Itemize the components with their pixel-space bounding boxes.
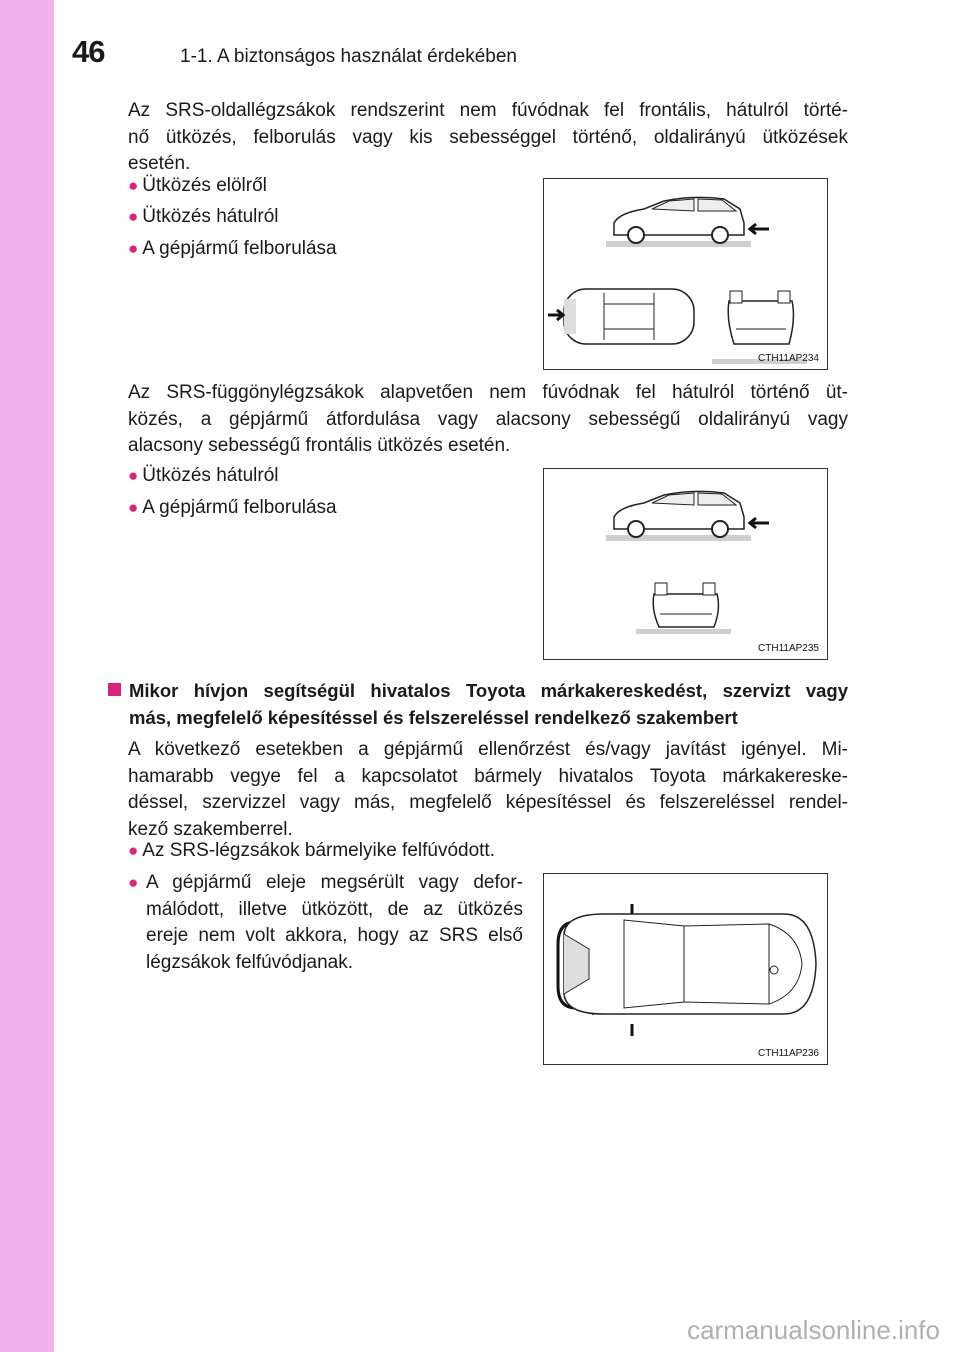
section-title: 1-1. A biztonságos használat érdekében [180,46,517,67]
text-line: déssel, szervizzel vagy más, megfelelő képesítéssel és felszereléssel rendel- [128,792,848,813]
heading-line-1 [108,678,848,705]
list-item-label: Az SRS-légzsákok bármelyike felfúvódott. [142,840,495,861]
text-line: esetén. [128,153,191,174]
figure-code: CTH11AP236 [758,1048,819,1059]
list-item-label: Ütközés hátulról [142,465,279,486]
sidebar-tab [0,0,54,1352]
watermark: carmanualsonline.info [687,1315,940,1345]
bullet-dot-icon: ● [128,498,139,517]
list-item [128,870,523,976]
list-item-body [128,870,523,976]
bullet-dot-icon: ● [128,176,139,195]
list-item [128,463,279,490]
text-line: hamarabb vegye fel a kapcsolatot bármely hivatalos Toyota márkakereske- [128,765,848,787]
list-item [128,173,267,200]
bullet-dot-icon: ● [128,841,139,860]
service-body [128,737,848,843]
list-item [128,838,495,865]
side-airbag-intro [128,98,848,178]
list-item [128,495,337,522]
text-line: közés, a gépjármű átfordulása vagy alacsony sebességű oldalirányú vagy [128,408,848,430]
text-line: A gépjármű eleje megsérült vagy defor- [146,872,523,893]
text-line: Az SRS-oldallégzsákok rendszerint nem fúvódnak fel frontális, hátulról törté- [128,100,848,121]
text-line: A következő esetekben a gépjármű ellenőrzést és/vagy javítást igényel. Mi- [128,739,848,760]
list-item-label: A gépjármű felborulása [142,497,337,518]
figure-code: CTH11AP234 [758,353,819,364]
list-item [128,204,279,231]
figure-front-damage [543,873,828,1065]
service-heading [108,678,848,731]
car-collision-illustration [544,469,827,659]
text-line: kező szakemberrel. [128,818,293,840]
curtain-airbag-intro [128,380,848,460]
text-line: nő ütközés, felborulás vagy kis sebességgel történő, oldalirányú ütközések [128,126,848,148]
section-square-icon [108,683,121,696]
bullet-dot-icon: ● [128,466,139,485]
bullet-dot-icon: ● [128,239,139,258]
heading-text: más, megfelelő képesítéssel és felszereléssel rendelkező szakembert [129,706,738,728]
car-top-view-illustration [544,874,827,1064]
text-line: légzsákok felfúvódjanak. [146,951,354,973]
bullet-dot-icon: ● [128,207,139,226]
car-collision-illustration [544,179,827,369]
list-item-label: A gépjármű felborulása [142,238,337,259]
figure-side-airbag-collisions [543,178,828,370]
list-item-label: Ütközés elölről [142,175,267,196]
list-item-label: Ütközés hátulról [142,206,279,227]
bullet-dot-icon: ● [128,873,139,892]
heading-text: Mikor hívjon segítségül hivatalos Toyota márkakereskedést, szervizt vagy [129,680,848,701]
text-line: Az SRS-függönylégzsákok alapvetően nem fúvódnak fel hátulról történő üt- [128,382,848,403]
list-item [128,236,337,263]
figure-curtain-airbag-collisions [543,468,828,660]
figure-code: CTH11AP235 [758,643,819,654]
text-line: málódott, illetve ütközött, de az ütközés [146,898,523,920]
text-line: alacsony sebességű frontális ütközés esetén. [128,435,511,456]
page-number: 46 [72,34,105,69]
text-line: ereje nem volt akkora, hogy az SRS első [146,925,523,946]
